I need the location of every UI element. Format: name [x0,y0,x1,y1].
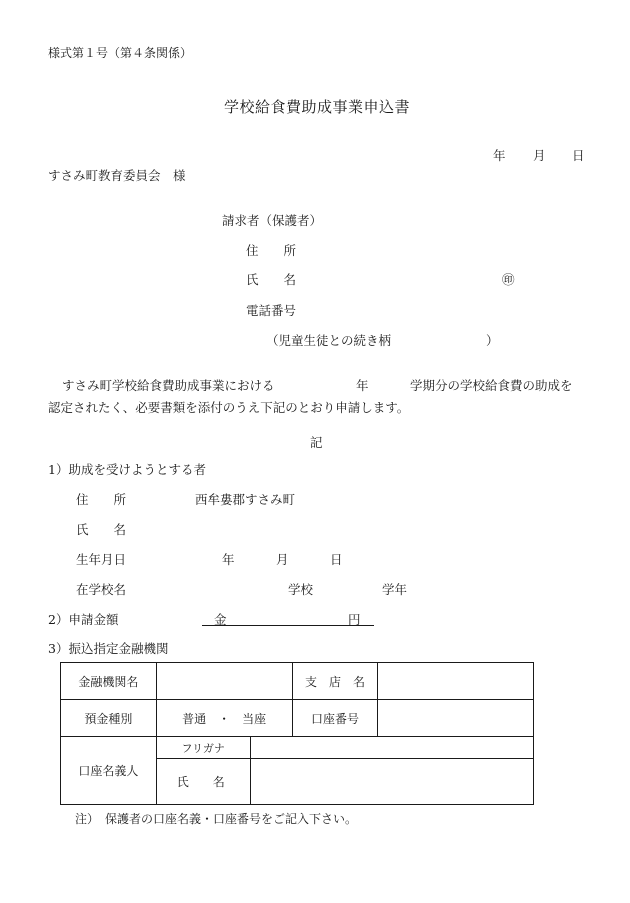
section3-heading: 3）振込指定金融機関 [48,641,169,656]
amount-prefix: 金 [214,612,227,627]
bank-name-label: 金融機関名 [61,663,157,700]
body-line1-a: すさみ町学校給食費助成事業における [62,378,275,393]
date-day-label: 日 [572,148,585,163]
school-label: 在学校名 [76,582,127,597]
applicant-address-label: 住 所 [246,243,297,258]
body-line2: 認定されたく、必要書類を添付のうえ下記のとおり申請します。 [48,400,410,415]
bank-note: 注） 保護者の口座名義・口座番号をご記入下さい。 [75,812,358,826]
account-number-field[interactable] [378,700,534,737]
amount-suffix: 円 [348,612,361,627]
birthdate-label: 生年月日 [76,552,127,567]
school-suffix: 学校 [288,582,314,597]
birth-day-label: 日 [330,552,343,567]
holder-name-field[interactable] [250,759,533,805]
ki-mark: 記 [310,435,323,450]
applicant-heading: 請求者（保護者） [222,213,323,228]
applicant-name-label: 氏 名 [246,272,297,287]
form-number: 様式第１号（第４条関係） [48,46,193,60]
bank-name-field[interactable] [156,663,292,700]
addressee: すさみ町教育委員会 様 [48,168,186,183]
applicant-phone-label: 電話番号 [246,303,297,318]
relation-close: ） [486,333,499,348]
date-month-label: 月 [533,148,546,163]
branch-field[interactable] [378,663,534,700]
furigana-label: フリガナ [156,737,250,759]
body-line1-b: 学期分の学校給食費の助成を [410,378,573,393]
section1-heading: 1）助成を受けようとする者 [48,462,206,477]
subject-address-label: 住 所 [76,492,127,507]
seal-mark: ㊞ [502,272,515,287]
holder-name-label: 氏 名 [156,759,250,805]
section2-heading: 2）申請金額 [48,612,119,627]
subject-name-label: 氏 名 [76,522,127,537]
page-title: 学校給食費助成事業申込書 [224,98,411,116]
account-holder-label: 口座名義人 [61,737,157,805]
date-year-label: 年 [493,148,506,163]
account-type-label: 預金種別 [61,700,157,737]
grade-suffix: 学年 [382,582,408,597]
account-number-label: 口座番号 [292,700,378,737]
birth-year-label: 年 [222,552,235,567]
bank-table [60,662,534,805]
furigana-field[interactable] [250,737,533,759]
body-line1-year: 年 [356,378,369,393]
relation-label: （児童生徒との続き柄 [266,333,392,348]
birth-month-label: 月 [276,552,289,567]
account-type-options[interactable]: 普通 ・ 当座 [156,700,292,737]
subject-address-value: 西牟婁郡すさみ町 [195,492,296,507]
branch-label: 支 店 名 [292,663,378,700]
